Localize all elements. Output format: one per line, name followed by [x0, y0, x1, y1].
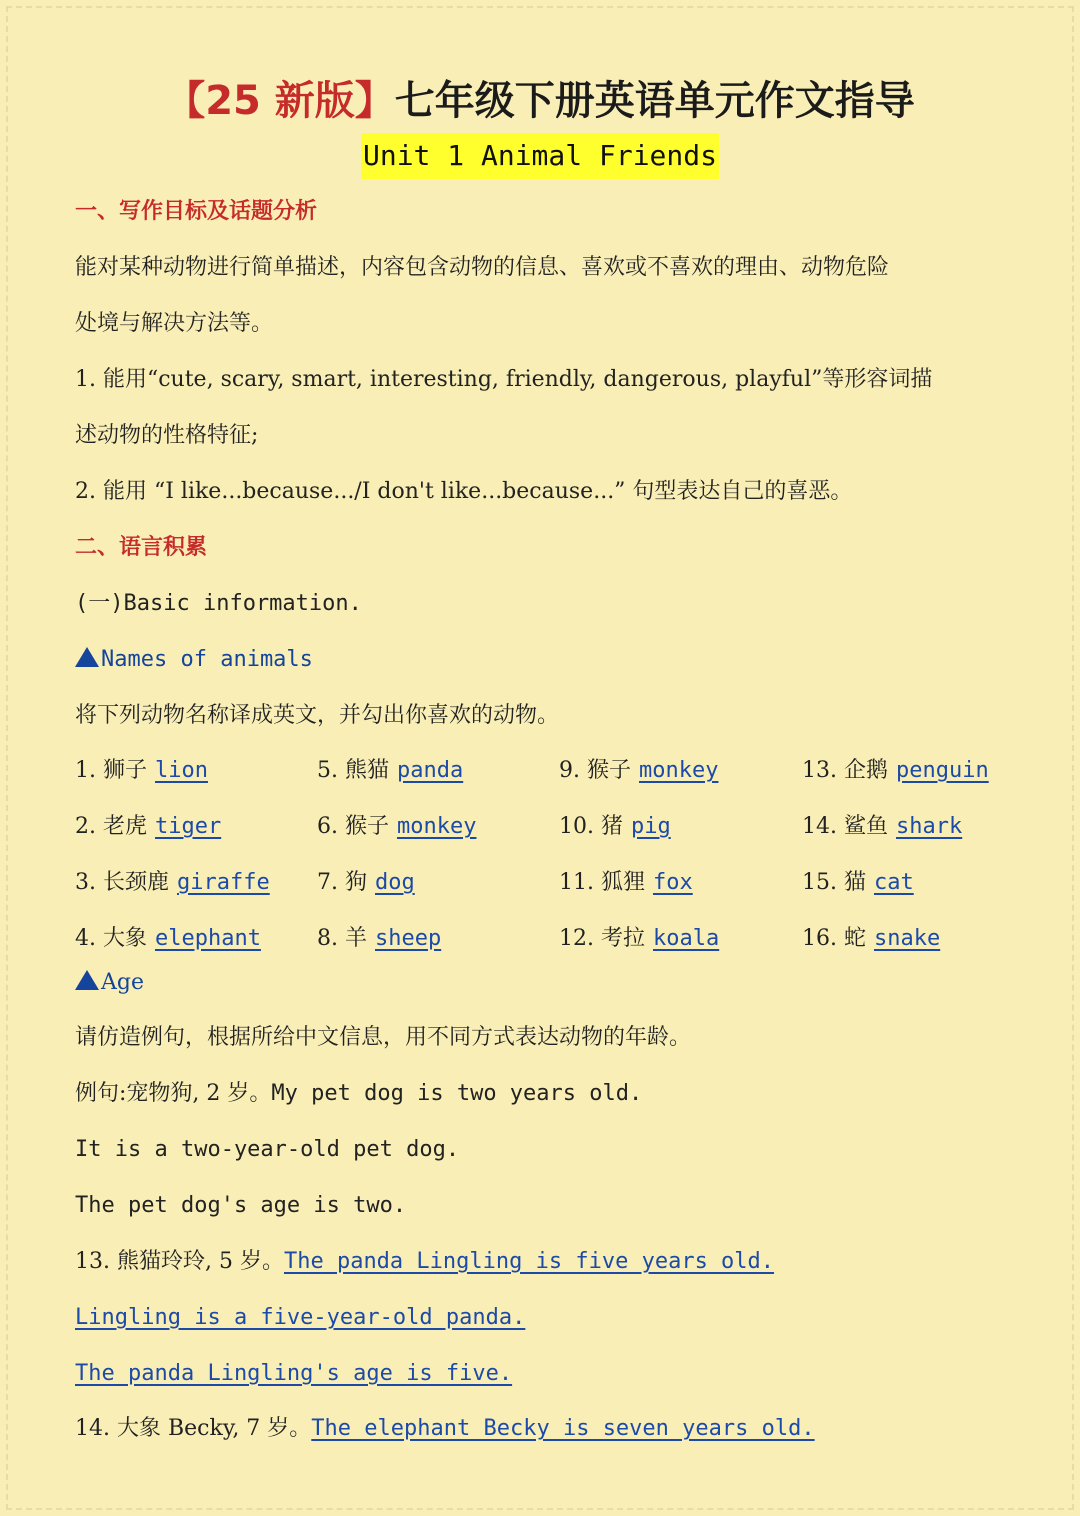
question-13 [75, 1246, 774, 1278]
animal-label: 11. 狐狸 [559, 870, 645, 895]
animal-item [317, 755, 463, 787]
animal-item [75, 923, 261, 955]
animal-label: 13. 企鹅 [802, 758, 888, 783]
animal-answer: koala [652, 926, 720, 951]
animal-label: 3. 长颈鹿 [75, 870, 169, 895]
animal-item [559, 755, 718, 787]
section1-paragraph-2: 处境与解决方法等。 [75, 311, 274, 336]
question-13-answer-2: Lingling is a five-year-old panda. [75, 1305, 526, 1330]
animal-answer: dog [374, 870, 415, 895]
animal-label: 2. 老虎 [75, 814, 147, 839]
animal-answer: monkey [638, 758, 719, 783]
animal-label: 16. 蛇 [802, 926, 866, 951]
question-14 [75, 1413, 815, 1445]
section1-point-2: 2. 能用 “I like...because.../I don't like...because...” 句型表达自己的喜恶。 [75, 479, 853, 504]
animal-answer: pig [630, 814, 671, 839]
triangle-icon [75, 970, 99, 990]
animal-label: 5. 熊猫 [317, 758, 389, 783]
page-title [0, 74, 1080, 128]
title-edition: 【25 新版】 [165, 78, 395, 124]
animal-answer: penguin [895, 758, 989, 783]
animal-label: 14. 鲨鱼 [802, 814, 888, 839]
animal-item [559, 867, 693, 899]
animal-answer: shark [895, 814, 963, 839]
example-sentence-1: My pet dog is two years old. [271, 1081, 643, 1106]
animal-item [75, 755, 208, 787]
section1-point-1-cont: 述动物的性格特征; [75, 423, 259, 448]
animal-item [559, 811, 671, 843]
animal-answer: lion [154, 758, 208, 783]
question-14-answer-1: The elephant Becky is seven years old. [311, 1416, 815, 1441]
names-heading [75, 644, 313, 676]
animal-answer: sheep [374, 926, 442, 951]
age-instruction: 请仿造例句，根据所给中文信息，用不同方式表达动物的年龄。 [75, 1025, 692, 1050]
animal-label: 9. 猴子 [559, 758, 631, 783]
title-main: 七年级下册英语单元作文指导 [394, 78, 915, 124]
example-prefix: 例句:宠物狗, 2 岁。 [75, 1081, 272, 1106]
animal-item [75, 867, 270, 899]
names-instruction: 将下列动物名称译成英文，并勾出你喜欢的动物。 [75, 703, 560, 728]
animal-item [802, 867, 914, 899]
animal-label: 10. 猪 [559, 814, 623, 839]
example-sentence-2: It is a two-year-old pet dog. [75, 1137, 460, 1162]
example-line-1 [75, 1078, 642, 1110]
animal-answer: fox [652, 870, 693, 895]
section1-point-1: 1. 能用“cute, scary, smart, interesting, friendly, dangerous, playful”等形容词描 [75, 367, 933, 392]
basic-info-heading: (一)Basic information. [75, 591, 362, 616]
section1-paragraph-1: 能对某种动物进行简单描述，内容包含动物的信息、喜欢或不喜欢的理由、动物危险 [75, 255, 890, 280]
subtitle-container [0, 133, 1080, 179]
animal-label: 15. 猫 [802, 870, 866, 895]
animal-item [802, 755, 989, 787]
animal-item [317, 811, 476, 843]
animal-answer: snake [873, 926, 941, 951]
animal-label: 6. 猴子 [317, 814, 389, 839]
animal-answer: tiger [154, 814, 222, 839]
animal-answer: cat [873, 870, 914, 895]
animal-item [802, 811, 962, 843]
animal-item [559, 923, 719, 955]
animal-item [317, 923, 441, 955]
example-sentence-3: The pet dog's age is two. [75, 1193, 407, 1218]
triangle-icon [75, 647, 99, 667]
animal-label: 8. 羊 [317, 926, 367, 951]
animal-answer: giraffe [176, 870, 270, 895]
animal-label: 12. 考拉 [559, 926, 645, 951]
age-heading-label: Age [101, 970, 144, 995]
section1-heading: 一、写作目标及话题分析 [75, 199, 318, 224]
animal-label: 4. 大象 [75, 926, 147, 951]
question-13-answer-1: The panda Lingling is five years old. [283, 1249, 775, 1274]
animal-item [75, 811, 221, 843]
animal-answer: monkey [396, 814, 477, 839]
question-13-prompt: 13. 熊猫玲玲, 5 岁。 [75, 1249, 284, 1274]
section2-heading: 二、语言积累 [75, 535, 208, 560]
animal-label: 7. 狗 [317, 870, 367, 895]
question-14-prompt: 14. 大象 Becky, 7 岁。 [75, 1416, 312, 1441]
animal-item [317, 867, 415, 899]
age-heading [75, 967, 144, 999]
question-13-answer-3: The panda Lingling's age is five. [75, 1361, 513, 1386]
animal-answer: elephant [154, 926, 261, 951]
animal-answer: panda [396, 758, 464, 783]
animal-label: 1. 狮子 [75, 758, 147, 783]
unit-subtitle: Unit 1 Animal Friends [361, 133, 719, 179]
animal-item [802, 923, 940, 955]
names-heading-label: Names of animals [101, 647, 313, 672]
